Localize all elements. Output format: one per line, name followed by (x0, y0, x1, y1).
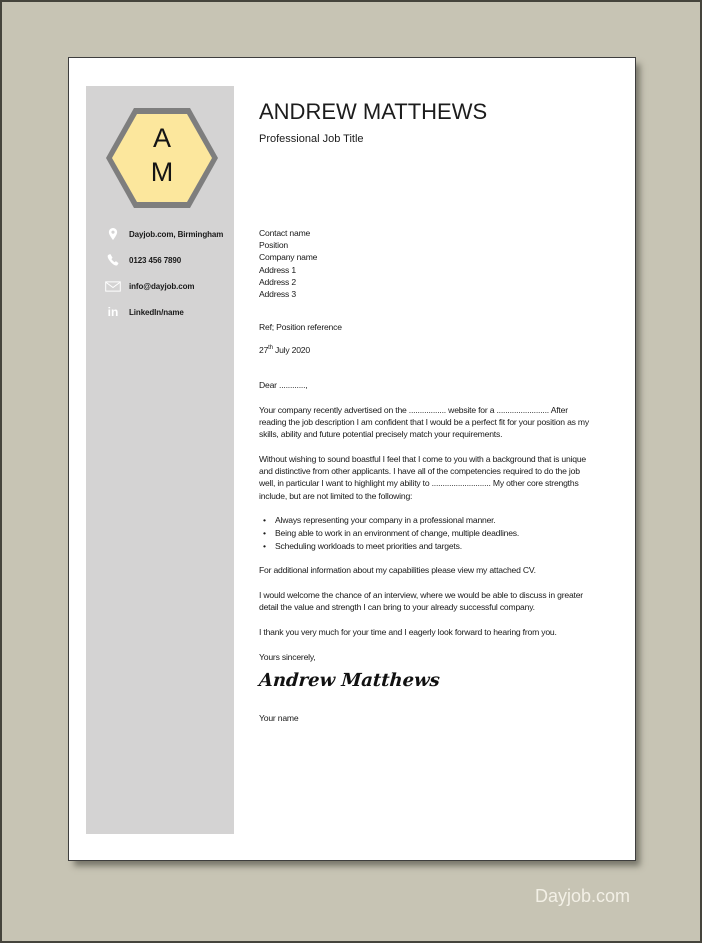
list-item (259, 540, 595, 552)
contact-row-linkedin (105, 304, 229, 320)
page-title: ANDREW MATTHEWS (259, 99, 488, 124)
contact-row-location (105, 226, 229, 242)
list-item-text: Always representing your company in a professional manner. (275, 515, 496, 525)
contact-linkedin-label: LinkedIn/name (129, 307, 184, 317)
salutation: Dear ............, (259, 380, 308, 390)
bullet-marker: • (263, 541, 266, 552)
contact-list (105, 226, 229, 330)
date-ordinal: th (268, 345, 273, 351)
contact-location-label: Dayjob.com, Birmingham (129, 229, 224, 239)
letter-page (68, 57, 636, 861)
envelope-icon (105, 278, 121, 294)
list-item-text: Scheduling workloads to meet priorities and targets. (275, 541, 462, 552)
paragraph-interview: I would welcome the chance of an interview, where we would be able to discuss in greater detail the value and strength I can bring to your already successful company. (259, 590, 583, 613)
recipient-address (259, 227, 595, 300)
contact-email-label: info@dayjob.com (129, 281, 195, 291)
paragraph-thanks: I thank you very much for your time and I eagerly look forward to hearing from you. (259, 627, 557, 637)
monogram-letter-a: A (152, 123, 171, 153)
phone-icon (105, 252, 121, 268)
recipient-address-3: Address 3 (259, 289, 296, 300)
list-item-text: Being able to work in an environment of change, multiple deadlines. (275, 528, 520, 539)
bullet-marker: • (263, 515, 266, 525)
letter-date: 27th July 2020 (259, 344, 310, 355)
linkedin-icon: in (107, 305, 119, 319)
paragraph-strengths: Without wishing to sound boastful I feel that I come to you with a background that is unique and distinctive from other applicants. I have all of the competencies required to do the job well, in particular I want to highlight my ability to ........................... My other core strengths include, but are not limited to the following: (259, 454, 586, 501)
bullet-marker: • (263, 528, 266, 539)
signoff: Yours sincerely, (259, 652, 316, 662)
list-item (259, 527, 595, 539)
sender-name-placeholder: Your name (259, 713, 299, 723)
sidebar (86, 86, 234, 834)
position-reference: Ref; Position reference (259, 322, 342, 332)
recipient-contact-name: Contact name (259, 228, 311, 238)
recipient-position: Position (259, 240, 288, 251)
contact-row-email (105, 278, 229, 294)
recipient-address-1: Address 1 (259, 264, 296, 275)
monogram-letter-m: M (150, 157, 174, 187)
recipient-company: Company name (259, 252, 318, 263)
monogram-badge (106, 108, 218, 208)
site-watermark: Dayjob.com (534, 886, 630, 906)
paragraph-cv-note: For additional information about my capabilities please view my attached CV. (259, 565, 536, 575)
contact-phone-label: 0123 456 7890 (129, 255, 182, 265)
list-item (259, 514, 595, 526)
recipient-address-2: Address 2 (259, 276, 296, 287)
signature-script: Andrew Matthews (258, 670, 441, 691)
strengths-list (259, 514, 595, 554)
contact-row-phone (105, 252, 229, 268)
page-subtitle: Professional Job Title (259, 133, 364, 145)
paragraph-opening: Your company recently advertised on the ................. website for a ........................ After reading the job description I am confident that I would be a perfect fit for your position as my skills, ability and future potential precisely match your requirements. (259, 405, 589, 440)
location-pin-icon (105, 226, 121, 242)
